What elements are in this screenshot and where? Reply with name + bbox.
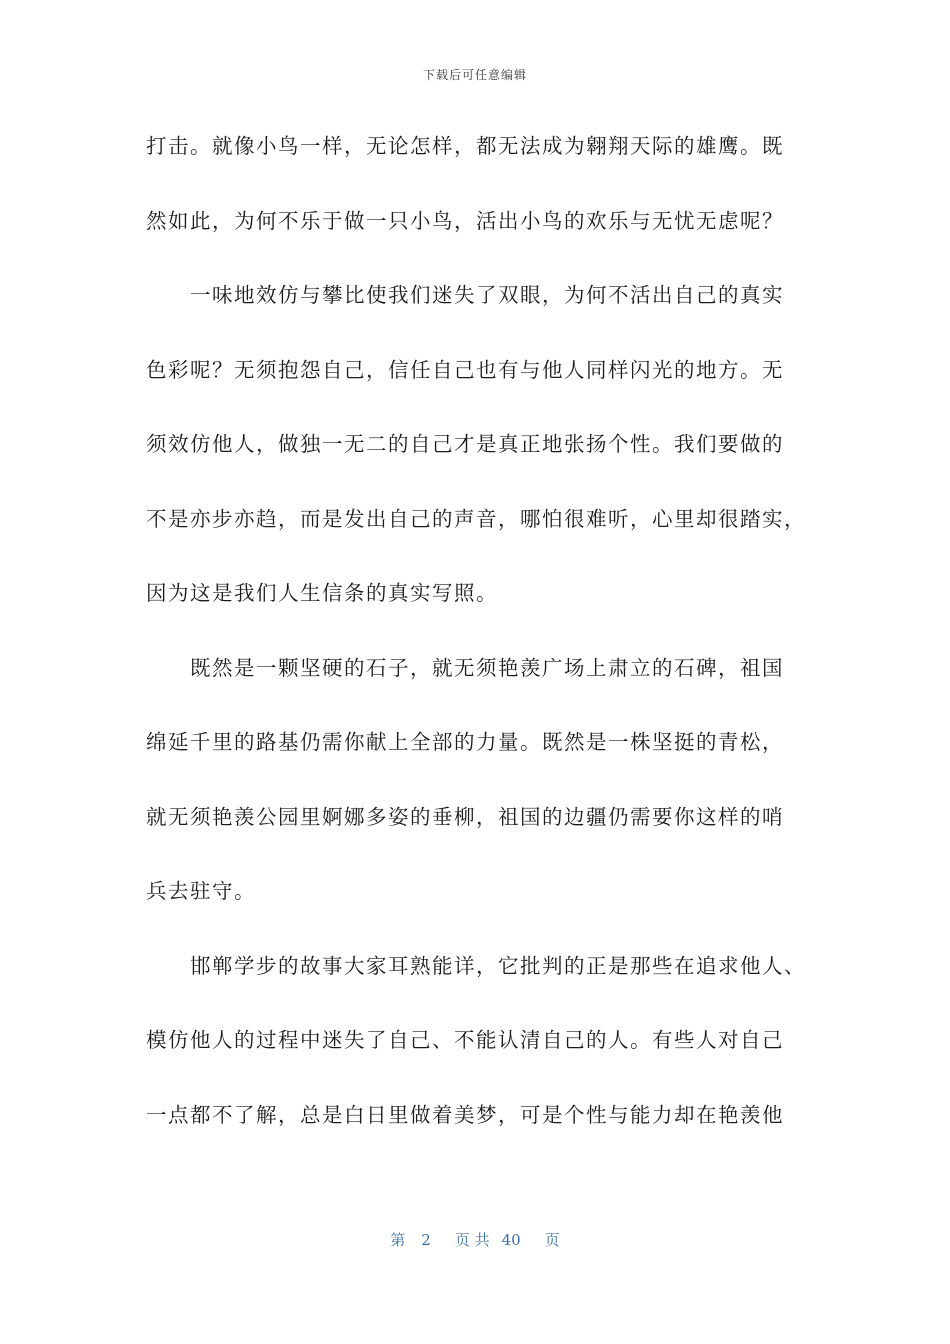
text-line: 兵去驻守。 bbox=[146, 879, 256, 903]
paragraph-start-line: 一味地效仿与攀比使我们迷失了双眼，为何不活出自己的真实 bbox=[190, 283, 784, 307]
page-number: 2 bbox=[421, 1231, 431, 1249]
text-line: 一点都不了解，总是白日里做着美梦，可是个性与能力却在艳羡他 bbox=[146, 1102, 784, 1127]
page-footer bbox=[0, 1229, 950, 1250]
text-line: 就无须艳羡公园里婀娜多姿的垂柳，祖国的边疆仍需要你这样的哨 bbox=[146, 804, 784, 829]
text-line: 须效仿他人，做独一无二的自己才是真正地张扬个性。我们要做的 bbox=[146, 432, 784, 456]
footer-label-di: 第 bbox=[390, 1231, 406, 1249]
text-line: 绵延千里的路基仍需你献上全部的力量。既然是一株坚挺的青松， bbox=[146, 730, 784, 754]
text-line: 打击。就像小鸟一样，无论怎样，都无法成为翱翔天际的雄鹰。既 bbox=[146, 134, 784, 158]
text-line: 色彩呢？无须抱怨自己，信任自己也有与他人同样闪光的地方。无 bbox=[146, 357, 784, 382]
paragraph-start-line: 既然是一颗坚硬的石子，就无须艳羡广场上肃立的石碑，祖国 bbox=[190, 655, 784, 680]
page-header: 下载后可任意编辑 bbox=[422, 68, 527, 82]
page-total: 40 bbox=[501, 1231, 521, 1249]
text-line: 然如此，为何不乐于做一只小鸟，活出小鸟的欢乐与无忧无虑呢？ bbox=[146, 208, 784, 233]
footer-label-ye-gong: 页 共 bbox=[454, 1231, 490, 1249]
paragraph-start-line: 邯郸学步的故事大家耳熟能详，它批判的正是那些在追求他人、 bbox=[190, 953, 806, 978]
text-line: 模仿他人的过程中迷失了自己、不能认清自己的人。有些人对自己 bbox=[146, 1028, 784, 1052]
footer-label-ye: 页 bbox=[544, 1231, 560, 1249]
text-line: 因为这是我们人生信条的真实写照。 bbox=[146, 581, 498, 605]
document-body bbox=[146, 128, 806, 1171]
text-line: 不是亦步亦趋，而是发出自己的声音，哪怕很难听，心里却很踏实， bbox=[146, 506, 806, 531]
